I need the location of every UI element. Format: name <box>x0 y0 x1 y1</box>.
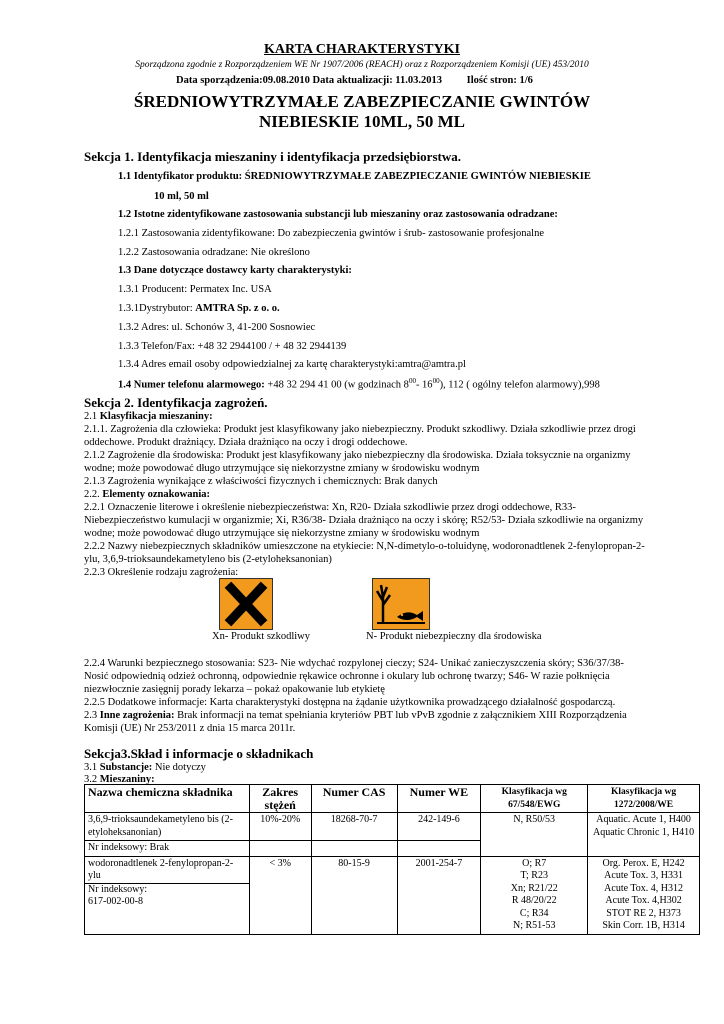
s1-item-1-2-1: 1.2.1 Zastosowania zidentyfikowane: Do zabezpieczenia gwintów i śrub- zastosowanie profesjonalne <box>118 228 544 239</box>
s1-item-1-3: 1.3 Dane dotyczące dostawcy karty charakterystyki: <box>118 265 352 276</box>
s1-item-1-2-text: 1.2 Istotne zidentyfikowane zastosowania substancji lub mieszaniny oraz zastosowania odradzane: <box>118 209 558 220</box>
s2-item-2-2-1: 2.2.1 Oznaczenie literowe i określenie niebezpieczeństwa: Xn, R20- Działa szkodliwie przez drogi oddechowe, R33- Niebezpieczeństwo kumulacji w organizmie; Xi, R36/38- Działa drażniąco na oczy i skórę; R52/53- Działa szkodliwie na organizmy wodne; może powodować długo utrzymujące się niekorzystne zmiany w środowisku wodnym <box>84 502 644 539</box>
row2-cas: 80-15-9 <box>311 856 397 934</box>
row2-index-label: Nr indeksowy: <box>85 883 249 897</box>
row1-index: Nr indeksowy: Brak <box>85 841 250 857</box>
row1-clp-1: Aquatic. Acute 1, H400 <box>596 814 691 825</box>
s3-item-3-1-label: Substancje: <box>99 762 153 773</box>
composition-table <box>84 784 700 935</box>
s2-item-2-1-1: 2.1.1. Zagrożenia dla człowieka: Produkt jest klasyfikowany jako niebezpieczny. Produkt szkodliwy. Działa szkodliwie przez drogi oddechowe. Produkt drażniący. Działa drażniąco na oczy i drogi oddechowe. <box>84 424 636 448</box>
dates-text: Data sporządzenia:09.08.2010 Data aktualizacji: 11.03.2013 <box>176 75 442 86</box>
row1-index-empty-cas <box>311 841 397 857</box>
row2-dsd-item: R 48/20/22 <box>511 895 557 906</box>
s1-item-1-3-1: 1.3.1 Producent: Permatex Inc. USA <box>118 284 272 295</box>
s1-item-1-1: 1.1 Identyfikator produktu: ŚREDNIOWYTRZYMAŁE ZABEZPIECZANIE GWINTÓW NIEBIESKIE <box>118 171 591 182</box>
row1-clp <box>588 813 700 857</box>
document-title: KARTA CHARAKTERYSTYKI <box>264 42 460 57</box>
row2-name: wodoronadtlenek 2-fenylopropan-2-ylu <box>88 857 234 881</box>
row1-we: 242-149-6 <box>397 813 481 841</box>
row1-clp-2: Aquatic Chronic 1, H410 <box>593 826 695 838</box>
distributor-label: 1.3.1Dystrybutor: <box>118 303 196 314</box>
col-header-conc: Zakres stężeń <box>249 785 311 813</box>
alarm-phone-sup1: 00 <box>408 377 416 385</box>
s2-item-2-2-5: 2.2.5 Dodatkowe informacje: Karta charakterystyki dostępna na żądanie użytkownika prowadzącego działalność gospodarczą. <box>84 697 616 708</box>
document-subtitle: Sporządzona zgodnie z Rozporządzeniem WE Nr 1907/2006 (REACH) oraz z Rozporządzeniem Komisji (UE) 453/2010 <box>135 60 589 70</box>
row1-name: 3,6,9-trioksaundekametyleno bis (2-etyloheksanonian) <box>85 813 250 841</box>
environment-pictogram <box>372 578 430 630</box>
s2-item-2-2-label: Elementy oznakowania: <box>102 489 210 500</box>
row2-dsd-item: Xn; R21/22 <box>510 882 558 894</box>
row2-clp-item: Org. Perox. E, H242 <box>602 857 685 869</box>
row2-name-cell <box>85 856 250 934</box>
s1-item-distributor <box>118 303 280 314</box>
s2-item-2-3 <box>84 709 650 735</box>
s3-item-3-2-label: Mieszaniny: <box>99 774 155 785</box>
s1-item-1-2-2: 1.2.2 Zastosowania odradzane: Nie określono <box>118 247 310 258</box>
s2-item-2-1-2: 2.1.2 Zagrożenie dla środowiska: Produkt jest klasyfikowany jako niebezpieczny dla środowiska. Działa toksycznie na organizmy wodne; może powodować długo utrzymujące się niekorzystne zmiany w środowisku wodnym <box>84 450 631 474</box>
section3-heading: Sekcja3.Skład i informacje o składnikach <box>84 746 314 761</box>
row2-dsd-item: O; R7 <box>522 857 547 869</box>
row2-clp-item: Acute Tox. 3, H331 <box>604 870 683 881</box>
row1-cas: 18268-70-7 <box>311 813 397 841</box>
row1-dsd: N, R50/53 <box>481 813 588 857</box>
section1-heading: Sekcja 1. Identyfikacja mieszaniny i identyfikacja przedsiębiorstwa. <box>84 149 461 164</box>
s1-item-1-2 <box>118 209 558 220</box>
dead-tree-fish-icon <box>373 579 429 629</box>
s2-item-2-2-3: 2.2.3 Określenie rodzaju zagrożenia: <box>84 567 239 578</box>
distributor-value: AMTRA Sp. z o. o. <box>195 303 280 314</box>
s3-item-3-2-num: 3.2 <box>84 774 100 785</box>
s2-item-2-2-4: 2.2.4 Warunki bezpiecznego stosowania: S23- Nie wdychać rozpylonej cieczy; S24- Unikać zanieczyszczenia skóry; S36/37/38- Nosić odpowiednią odzież ochronną, odpowiednie rękawice ochronne i okulary lub ochronę twarzy; S46- W razie połknięcia niezwłocznie zasięgnij porady lekarza – pokaż opakowanie lub etykietę <box>84 658 624 695</box>
alarm-phone-sup2: 00 <box>432 377 440 385</box>
col-header-dsd: Klasyfikacja wg 67/548/EWG <box>481 785 588 813</box>
row2-clp-item: STOT RE 2, H373 <box>606 907 681 919</box>
s1-item-1-4 <box>118 377 600 391</box>
s2-item-2-1 <box>84 410 213 423</box>
col-header-cas: Numer CAS <box>311 785 397 813</box>
row2-clp-item: Acute Tox. 4, H312 <box>604 882 683 894</box>
environment-caption: N- Produkt niebezpieczny dla środowiska <box>366 631 542 642</box>
s2-item-2-1-3: 2.1.3 Zagrożenia wynikające z właściwości fizycznych i chemicznych: Brak danych <box>84 476 438 487</box>
s2-item-2-1-num: 2.1 <box>84 411 100 422</box>
x-cross-icon <box>220 579 272 629</box>
s1-item-1-1-cont: 10 ml, 50 ml <box>154 191 209 202</box>
table-header-row <box>85 785 700 813</box>
row2-dsd-item: N; R51-53 <box>512 920 556 931</box>
row2-we: 2001-254-7 <box>397 856 481 934</box>
table-row <box>85 813 700 841</box>
row2-clp-item: Skin Corr. 1B, H314 <box>602 920 685 931</box>
row2-index-value: 617-002-00-8 <box>88 896 143 907</box>
s2-item-2-1-label: Klasyfikacja mieszaniny: <box>99 411 213 422</box>
alarm-phone-b: - 16 <box>415 379 433 391</box>
harmful-caption: Xn- Produkt szkodliwy <box>212 631 310 642</box>
row2-clp-item: Acute Tox. 4,H302 <box>605 895 682 906</box>
s2-item-2-3-num: 2.3 <box>84 710 100 721</box>
s1-item-1-3-4: 1.3.4 Adres email osoby odpowiedzialnej za kartę charakterystyki:amtra@amtra.pl <box>118 359 466 370</box>
s2-item-2-3-text: Brak informacji na temat spełniania kryteriów PBT lub vPvB zgodnie z załącznikiem XIII Rozporządzenia Komisji (UE) Nr 253/2011 z dnia 15 marca 2011r. <box>84 710 627 734</box>
page-count: Ilość stron: 1/6 <box>466 75 533 86</box>
col-header-we: Numer WE <box>397 785 481 813</box>
s2-item-2-2-2: 2.2.2 Nazwy niebezpiecznych składników umieszczone na etykiecie: N,N-dimetylo-o-toluidynę, wodoronadtlenek 2-fenylopropan-2-ylu, 3,6,9-trioksaundekametyleno bis (2-etyloheksanonian) <box>84 541 645 565</box>
row1-index-empty-we <box>397 841 481 857</box>
row2-dsd-item: C; R34 <box>519 907 549 919</box>
section2-heading: Sekcja 2. Identyfikacja zagrożeń. <box>84 395 268 410</box>
s3-item-3-1-text: Nie dotyczy <box>152 762 206 773</box>
alarm-phone-a: +48 32 294 41 00 (w godzinach 8 <box>264 379 409 391</box>
product-name-line1: ŚREDNIOWYTRZYMAŁE ZABEZPIECZANIE GWINTÓW <box>133 92 591 111</box>
s2-item-2-3-label: Inne zagrożenia: <box>99 710 175 721</box>
row1-conc: 10%-20% <box>249 813 311 841</box>
row2-dsd-item: T; R23 <box>520 870 548 881</box>
product-name-line2: NIEBIESKIE 10ML, 50 ML <box>259 112 465 131</box>
s3-item-3-1-num: 3.1 <box>84 762 100 773</box>
col-header-name: Nazwa chemiczna składnika <box>85 785 250 813</box>
col-header-clp: Klasyfikacja wg 1272/2008/WE <box>588 785 700 813</box>
s2-item-2-2 <box>84 488 210 501</box>
row1-index-empty-conc <box>249 841 311 857</box>
s1-item-1-3-3: 1.3.3 Telefon/Fax: +48 32 2944100 / + 48 32 2944139 <box>118 341 347 352</box>
row2-clp <box>588 856 700 934</box>
row2-conc: < 3% <box>249 856 311 934</box>
document-dates <box>176 75 533 86</box>
s1-item-1-3-2: 1.3.2 Adres: ul. Schonów 3, 41-200 Sosnowiec <box>118 322 316 333</box>
harmful-pictogram <box>219 578 273 630</box>
table-row <box>85 856 700 934</box>
alarm-phone-label: 1.4 Numer telefonu alarmowego: <box>118 379 265 391</box>
row2-dsd <box>481 856 588 934</box>
alarm-phone-c: ), 112 ( ogólny telefon alarmowy),998 <box>439 379 600 391</box>
s2-item-2-2-num: 2.2. <box>84 489 103 500</box>
